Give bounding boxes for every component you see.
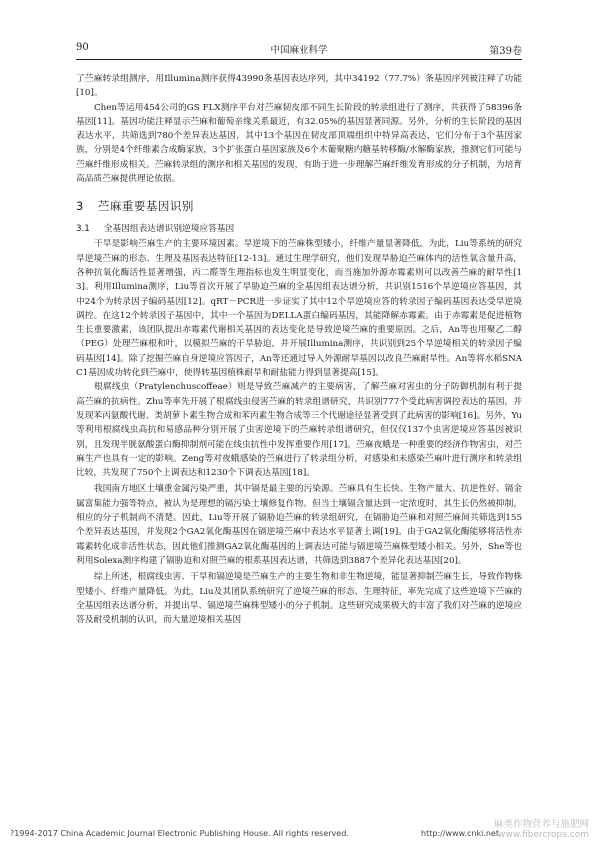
section-number: 3 [76,199,84,214]
section-heading [76,198,522,214]
header-divider [76,59,522,60]
section-title: 苎麻重要基因识别 [97,199,194,214]
paragraph-3: 干旱是影响苎麻生产的主要环境因素。旱逆境下的苎麻株型矮小，纤维产量显著降低。为此，Liu等系统的研究旱逆境苎麻的形态、生理及基因表达特征[12-13]。通过生理学研究，他们发现旱胁迫苎麻体内的活性氧含量升高，各种抗氧化酶活性显著增强，丙二醛等生理指标也发生明显变化，而当施加外源赤霉素则可以改善苎麻的耐旱性[13]。利用Illumina测序，Liu等首次开展了旱胁迫苎麻的全基因组表达谱分析，共识别1516个旱逆境应答基因，其中24个为转录因子编码基因[12]。qRT－PCR进一步证实了其中12个旱逆境应答的转录因子编码基因表达受旱逆境调控。在这12个转录因子基因中，其中一个基因为DELLA蛋白编码基因，其能降解赤霉素。由于赤霉素是促进植物生长重要激素，该团队提出赤霉素代谢相关基因的表达变化是导致逆境苎麻的重要原因。之后，An等也用聚乙二醇（PEG）处理苎麻根和叶，以模拟苎麻的干旱胁迫，并开展Illumina测序，共识别到25个旱逆境相关的转录因子编码基因[14]。除了挖掘苎麻自身逆境应答因子，An等还通过导入外源耐旱基因以改良苎麻耐旱性。An等将水稻SNAC1基因成功转化到苎麻中，使得转基因植株耐旱和耐盐能力得到显著提高[15]。 [76,239,522,379]
paragraph-1: 了苎麻转录组测序，用Illumina测序获得43990条基因表达序列，其中34192（77.7%）条基因序列被注释了功能[10]。 [76,74,522,99]
watermark-name: 麻类作物营养与施肥网 [493,819,589,830]
article-body [76,72,522,627]
paragraph-6: 综上所述，根腐线虫害、干旱和镉逆境是苎麻生产的主要生物和非生物逆境，能显著抑制苎麻生长，导致作物株型矮小、纤维产量降低。为此，Liu及其团队系统研究了逆境苎麻的形态、生理特征，率先完成了这些逆境下苎麻的全基因组表达谱分析，并提出旱、镉逆境苎麻株型矮小的分子机制。这些研究成果极大的丰富了我们对苎麻的逆境应答及耐受机制的认识，而大量逆境相关基因 [76,572,522,626]
watermark-url: www.fibercrops.com [498,830,589,840]
watermark-logo [494,816,589,840]
paragraph-2: Chen等运用454公司的GS FLX测序平台对苎麻韧皮部不同生长阶段的转录组进行了测序，共获得了58396条基因[11]。基因功能注释显示苎麻和葡萄亲缘关系最近，有32.05%的基因显著同源。另外，分析的生长阶段的基因表达水平，共筛选到780个差异表达基因，其中13个基因在韧皮部顶端组织中特异高表达，它们分布于3个基因家族，分别是4个纤维素合成酶家族，3个扩张蛋白基因家族及6个木葡聚糖内糖基转移酶/水解酶家族，推测它们可能与苎麻纤维形成相关。苎麻转录组的测序和相关基因的发现，有助于进一步理解苎麻纤维发育形成的分子机制，为培育高品质苎麻提供理论依据。 [76,102,522,185]
running-header [76,42,522,56]
cnki-url: http://www.cnki.net [421,829,499,838]
subsection-title: 全基因组表达谱识别逆境应答基因 [103,224,235,235]
journal-title: 中国麻业科学 [270,45,328,56]
volume-label: 第39卷 [489,46,522,57]
paragraph-4: 根腐线虫（Pratylenchuscoffeae）则是导致苎麻减产的主要病害，了解苎麻对害虫的分子防御机制有利于提高苎麻的抗病性。Zhu等率先开展了根腐线虫侵害苎麻的转录组谱研究，共识别777个受此病害调控表达的基因，并发现苯丙氨酸代谢、类胡萝卜素生物合成和苯丙素生物合成等三个代谢途径显著受到了此病害的影响[16]。另外，Yu等利用根腐线虫高抗和易感品种分别开展了虫害逆境下的苎麻转录组谱研究，但仅仅137个虫害逆境应答基因被识别，且发现半胱氨酸蛋白酶抑制剂可能在线虫抗性中发挥重要作用[17]。苎麻夜蛾是一种重要的经济作物害虫，对苎麻生产也具有一定的影响。Zeng等对夜蛾感染的苎麻进行了转录组分析，对感染和未感染苎麻叶进行测序和转录组比较，共发现了750个上调表达和1230个下调表达基因[18]。 [76,382,522,479]
paragraph-5: 我国南方地区土壤重金属污染严重，其中镉是最主要的污染源。苎麻具有生长快、生物产量大、抗逆性好、镉金属富集能力强等特点，被认为是理想的镉污染土壤修复作物。但当土壤镉含量达到一定浓度时，其生长仍然被抑制，相应的分子机制尚不清楚。因此，Liu等开展了镉胁迫苎麻的转录组研究，在镉胁迫苎麻和对照苎麻间共筛选到155个差异表达基因，并发现2个GA2氧化酶基因在镉逆境苎麻中表达水平显著上调[19]。由于GA2氧化酶能够将活性赤霉素转化成非活性状态，因此他们推测GA2氧化酶基因的上调表达可能与镉逆境苎麻株型矮小相关。另外，She等也利用Solexa测序构建了镉胁迫和对照苎麻的根系基因表达谱，共筛选到3887个差异化表达基因[20]。 [76,484,522,566]
subsection-number: 3.1 [76,224,90,235]
copyright-footer: ?1994-2017 China Academic Journal Electronic Publishing House. All rights reserved. [10,829,349,838]
subsection-heading [76,222,522,236]
page-number: 90 [76,42,89,53]
